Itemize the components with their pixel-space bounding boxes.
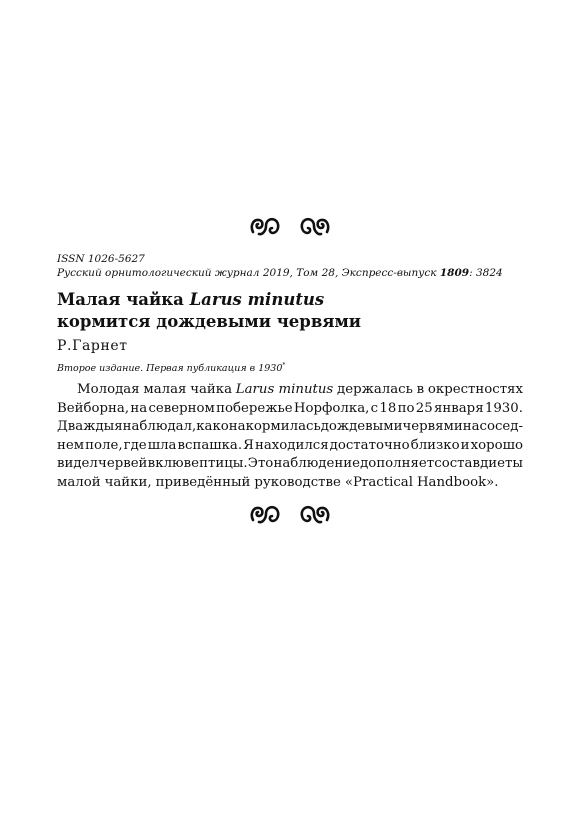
- body-word: хорошо: [470, 437, 523, 453]
- body-word: червей: [98, 456, 148, 471]
- top-ornament: [0, 212, 580, 240]
- body-word: наблюдение: [273, 456, 360, 471]
- article-body: [57, 381, 523, 492]
- body-line: [57, 474, 523, 493]
- body-line: [57, 400, 523, 419]
- body-word: дождевыми: [320, 419, 403, 434]
- body-word: достаточно: [329, 437, 410, 453]
- body-word: чайки,: [104, 474, 152, 490]
- fleuron-right-icon: [297, 214, 331, 238]
- body-word: находился: [254, 437, 329, 453]
- body-word: наблюдал,: [122, 419, 197, 434]
- body-word: по: [397, 400, 415, 416]
- article-title-line-1: [57, 289, 527, 311]
- body-word: Это: [247, 456, 274, 471]
- footnote-mark: *: [282, 362, 286, 369]
- body-word: Handbook».: [416, 474, 499, 490]
- body-word: червями: [402, 419, 463, 434]
- body-word: нем: [57, 437, 85, 453]
- body-word: с: [370, 400, 379, 416]
- body-word: диеты: [480, 456, 523, 471]
- body-word: Дважды: [57, 419, 115, 434]
- body-line: [57, 437, 523, 456]
- issue-number: 1809: [439, 267, 470, 279]
- body-word: близко: [410, 437, 460, 453]
- journal-name: Русский орнитологический журнал 2019, Том 28, Экспресс-выпуск: [57, 267, 437, 279]
- body-word: 18: [379, 400, 397, 416]
- body-word: шла: [147, 437, 177, 453]
- body-word: сосед-: [479, 419, 523, 434]
- body-word: Молодая: [77, 382, 140, 397]
- title-species-name: Larus minutus: [189, 290, 325, 309]
- body-word: «Practical: [344, 474, 413, 490]
- fleuron-left-icon: [249, 214, 283, 238]
- article-title-line-2: кормится дождевыми червями: [57, 312, 362, 331]
- body-word: Норфолка,: [293, 400, 370, 416]
- edition-note-text: Второе издание. Первая публикация в 1930: [57, 363, 283, 375]
- title-common-name: Малая чайка: [57, 290, 184, 309]
- body-line: [57, 381, 523, 400]
- body-word: держалась: [337, 382, 413, 397]
- body-word: кормилась: [245, 419, 321, 434]
- body-word: видел: [57, 456, 98, 471]
- body-word: Я: [243, 437, 254, 453]
- body-word: я: [114, 419, 123, 434]
- body-word: приведённый: [155, 474, 251, 490]
- body-word: в: [147, 456, 156, 471]
- author-name: Р.Гарнет: [57, 338, 128, 354]
- body-word: в: [416, 382, 425, 397]
- body-word: чайка: [190, 382, 233, 397]
- body-word: где: [123, 437, 147, 453]
- fleuron-left-icon: [249, 502, 283, 526]
- bottom-ornament: [0, 500, 580, 528]
- fleuron-right-icon: [297, 502, 331, 526]
- body-line: [57, 455, 523, 474]
- species-name-italic: Larus minutus: [235, 382, 334, 397]
- body-word: на: [462, 419, 480, 434]
- body-word: на: [130, 400, 148, 416]
- page-numbers: : 3824: [469, 267, 503, 279]
- body-line: [57, 418, 523, 437]
- body-word: 1930.: [484, 400, 523, 416]
- body-word: вспашка.: [177, 437, 243, 453]
- body-word: малой: [57, 474, 101, 490]
- body-word: Вейборна,: [57, 400, 130, 416]
- issn-line: ISSN 1026-5627: [57, 253, 145, 265]
- journal-citation: [57, 267, 527, 280]
- body-word: она: [220, 419, 246, 434]
- body-word: как: [196, 419, 221, 434]
- body-word: состав: [434, 456, 480, 471]
- body-word: и: [460, 437, 470, 453]
- body-word: 25: [415, 400, 433, 416]
- body-word: побережье: [216, 400, 293, 416]
- body-word: поле,: [85, 437, 123, 453]
- body-word: дополняет: [360, 456, 435, 471]
- body-word: окрестностях: [427, 382, 523, 397]
- edition-note: [57, 362, 285, 374]
- body-word: клюве: [155, 456, 199, 471]
- body-word: руководстве: [254, 474, 341, 490]
- body-word: января: [434, 400, 484, 416]
- body-word: северном: [148, 400, 215, 416]
- body-word: малая: [143, 382, 187, 397]
- body-word: птицы.: [199, 456, 248, 471]
